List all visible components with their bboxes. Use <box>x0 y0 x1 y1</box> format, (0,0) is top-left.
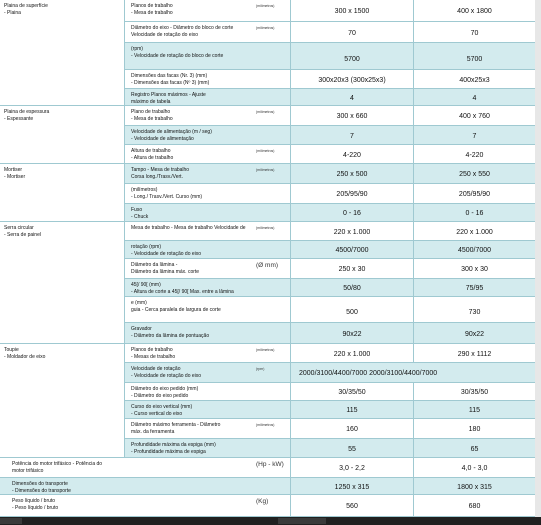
value-model-2: 4 <box>472 95 477 102</box>
description-sub: - Velocidade de rotação do eixo <box>131 251 202 257</box>
table-row <box>124 363 535 383</box>
description-cell <box>124 279 252 296</box>
description-main: Curso do eixo vertical (mm) <box>131 404 193 410</box>
value-model-2: 220 x 1.000 <box>456 229 493 236</box>
description-sub: - Mesas de trabalho <box>131 354 176 360</box>
value-cell-model-1 <box>290 106 413 125</box>
table-row <box>124 22 535 43</box>
unit-label: (milímetros) <box>256 110 275 114</box>
section-subtitle: - Mortiser <box>4 174 26 180</box>
value-cell-model-1 <box>290 323 413 343</box>
value-cell-model-2 <box>413 323 535 343</box>
table-row <box>124 204 535 222</box>
description-main: Planos de trabalho <box>131 347 173 353</box>
description-main: Diâmetro do eixo - Diâmetro do bloco de corte Velocidade de rotação do eixo <box>131 25 234 38</box>
value-cell-model-2 <box>413 259 535 278</box>
table-row <box>124 241 535 259</box>
value-model-1: 90x22 <box>342 331 362 338</box>
section-cell <box>0 164 124 222</box>
description-main: Peso líquido / bruto <box>12 498 56 504</box>
row-description <box>12 481 250 495</box>
value-model-2: 65 <box>470 446 479 453</box>
description-main: Planos de trabalho <box>131 3 173 9</box>
description-cell <box>124 259 252 278</box>
table-row <box>0 495 535 517</box>
table-row <box>124 222 535 241</box>
row-description <box>131 404 250 418</box>
unit-cell <box>252 106 290 125</box>
value-model-1: 250 x 30 <box>338 266 366 273</box>
table-row <box>124 344 535 363</box>
value-model-2: 7 <box>472 133 477 140</box>
description-main: Velocidade de alimentação (m / seg) <box>131 129 212 135</box>
value-model-1: 300x20x3 (300x25x3) <box>318 77 386 84</box>
description-sub: - Diâmetro da lâmina de pontuação <box>131 333 210 339</box>
section-title: Plaina de espessura <box>4 109 50 115</box>
value-model-2: 0 - 16 <box>465 210 484 217</box>
value-cell-model-1 <box>290 0 413 21</box>
value-cell-model-2 <box>413 43 535 69</box>
value-model-1: 250 x 500 <box>336 171 368 178</box>
value-model-1: 5700 <box>344 56 360 63</box>
description-sub: - Long./ Trasv./Vert. Curso (mm) <box>131 194 203 200</box>
value-cell-model-1 <box>290 89 413 105</box>
value-model-1: 300 x 1500 <box>334 8 370 15</box>
value-model-2: 70 <box>470 30 479 37</box>
row-description <box>131 282 250 296</box>
section-title: Mortiser <box>4 167 23 173</box>
unit-cell <box>252 363 290 382</box>
description-main: Mesa de trabalho - Mesa de trabalho Velocidade de <box>131 225 246 231</box>
description-cell <box>0 495 252 516</box>
value-model-2: 90x22 <box>464 331 485 338</box>
description-sub: - Altura de trabalho <box>131 155 174 161</box>
unit-cell <box>252 419 290 438</box>
value-model-2: 250 x 550 <box>459 171 490 178</box>
row-description <box>131 244 250 258</box>
section-subtitle: - Plaina <box>4 10 21 16</box>
row-description <box>131 109 250 123</box>
description-cell <box>124 363 252 382</box>
value-cell-model-1 <box>290 164 413 183</box>
row-description <box>131 386 250 400</box>
table-row <box>124 145 535 164</box>
value-cell-model-1 <box>290 126 413 144</box>
value-cell-model-1 <box>290 204 413 221</box>
section-label <box>4 225 41 239</box>
value-cell-model-1 <box>290 43 413 69</box>
value-model-1: 4 <box>350 95 354 102</box>
bar-segment[interactable] <box>0 518 22 524</box>
value-cell-model-2 <box>413 89 535 105</box>
description-main: (rpm) <box>131 46 143 52</box>
description-main: Diâmetro do eixo pedido (mm) <box>131 386 199 392</box>
value-cell <box>290 363 535 382</box>
value-cell-model-1 <box>290 145 413 163</box>
description-main: Diâmetro máximo ferramenta - Diâmetro <box>131 422 221 428</box>
value-model-1: 560 <box>346 503 358 510</box>
value-model-2: 115 <box>468 407 481 414</box>
description-cell <box>124 184 252 203</box>
description-main: Velocidade de rotação <box>131 366 181 372</box>
description-sub: guia - Cerca paralela de largura de corte <box>131 307 221 313</box>
value-cell-model-1 <box>290 478 413 494</box>
value-cell-model-2 <box>413 458 535 477</box>
description-main: Registro Planos máximos - Ajuste <box>131 92 206 98</box>
value-cell-model-2 <box>413 0 535 21</box>
description-sub: - Velocidade de rotação do bloco de corte <box>131 53 224 59</box>
value-cell-model-2 <box>413 279 535 296</box>
value-model-1: 7 <box>350 133 354 140</box>
description-sub: máx. da ferramenta <box>131 429 175 435</box>
row-description <box>131 3 250 17</box>
value-cell-model-1 <box>290 241 413 258</box>
row-description <box>12 461 250 475</box>
value-cell-model-2 <box>413 241 535 258</box>
section-subtitle: - Espessante <box>4 116 34 122</box>
section-label <box>4 167 25 181</box>
table-row <box>124 383 535 401</box>
table-row <box>124 43 535 70</box>
value-cell-model-2 <box>413 419 535 438</box>
description-cell <box>0 478 252 494</box>
value-cell-model-2 <box>413 126 535 144</box>
description-main: rotação (rpm) <box>131 244 162 250</box>
description-sub: Corsa long./Trasv./Vert. <box>131 174 183 180</box>
unit-cell <box>252 458 290 477</box>
value-model-1: 160 <box>346 426 358 433</box>
section-cell <box>0 344 124 458</box>
description-sub: - Chuck <box>131 214 149 220</box>
description-cell <box>124 401 252 418</box>
description-main: Diâmetro da lâmina - <box>131 262 178 268</box>
unit-cell <box>252 222 290 240</box>
section-subtitle: - Moldador de eixo <box>4 354 46 360</box>
section-label <box>4 109 49 123</box>
row-description <box>131 92 250 106</box>
unit-cell <box>252 0 290 21</box>
description-cell <box>124 222 252 240</box>
value-model-2: 730 <box>468 309 481 316</box>
row-description <box>131 25 250 39</box>
description-main: Altura de trabalho <box>131 148 171 154</box>
unit-label: (Hp - kW) <box>256 461 284 468</box>
description-main: Gravador <box>131 326 152 332</box>
row-description <box>131 347 250 361</box>
value-cell-model-2 <box>413 495 535 516</box>
bottom-bar <box>0 517 541 525</box>
description-main: Dimensões do transporte <box>12 481 68 487</box>
description-cell <box>124 344 252 362</box>
value-model-2: 290 x 1112 <box>457 351 492 358</box>
unit-label: (milímetros) <box>256 26 275 30</box>
value-cell-model-1 <box>290 495 413 516</box>
value-cell-model-2 <box>413 22 535 42</box>
description-cell <box>124 43 252 69</box>
value-cell-model-1 <box>290 222 413 240</box>
value-text: 2000/3100/4400/7000 2000/3100/4400/7000 <box>299 370 438 377</box>
value-model-2: 205/95/90 <box>458 191 491 198</box>
value-cell-model-2 <box>413 145 535 163</box>
description-cell <box>124 297 252 322</box>
value-model-1: 4-220 <box>343 152 361 159</box>
section-cell <box>0 222 124 344</box>
unit-cell <box>252 495 290 516</box>
section-label <box>4 347 45 361</box>
value-cell-model-2 <box>413 383 535 400</box>
value-cell-model-1 <box>290 259 413 278</box>
table-row <box>124 297 535 323</box>
description-cell <box>124 145 252 163</box>
value-model-1: 30/35/50 <box>338 389 366 396</box>
scrollbar-track[interactable] <box>535 0 541 517</box>
description-cell <box>124 70 252 88</box>
row-description <box>131 207 250 221</box>
value-cell-model-2 <box>413 297 535 322</box>
table-row <box>124 70 535 89</box>
description-cell <box>124 106 252 125</box>
table-row <box>0 478 535 495</box>
section-subtitle: - Serra de painel <box>4 232 41 238</box>
value-model-1: 50/80 <box>343 285 361 292</box>
unit-label: (milímetros) <box>256 423 275 427</box>
description-main: Profundidade máxima da espiga (mm) <box>131 442 216 448</box>
value-cell-model-2 <box>413 184 535 203</box>
value-model-2: 5700 <box>466 56 483 63</box>
description-main: Plano de trabalho <box>131 109 171 115</box>
description-cell <box>124 89 252 105</box>
table-row <box>124 126 535 145</box>
unit-label: (rpm) <box>256 367 265 371</box>
table-row <box>124 0 535 22</box>
value-model-2: 400x25x3 <box>459 77 490 84</box>
unit-cell <box>252 145 290 163</box>
unit-label: (Ø mm) <box>256 262 279 269</box>
value-model-1: 55 <box>348 446 356 453</box>
row-description <box>131 262 250 276</box>
value-cell-model-1 <box>290 184 413 203</box>
value-model-2: 4-220 <box>465 152 484 159</box>
value-cell-model-2 <box>413 478 535 494</box>
value-cell-model-2 <box>413 222 535 240</box>
row-description <box>131 73 250 87</box>
description-main: (milímetros) <box>131 187 158 193</box>
row-description <box>131 300 250 314</box>
row-description <box>131 129 250 143</box>
description-sub: máximo de tabela <box>131 99 171 105</box>
unit-cell <box>252 22 290 42</box>
unit-label: (milímetros) <box>256 168 275 172</box>
row-description <box>131 167 250 181</box>
description-sub: - Dimensões do transporte <box>12 488 71 494</box>
value-cell-model-2 <box>413 344 535 362</box>
row-description <box>131 187 250 201</box>
value-model-2: 1800 x 315 <box>457 484 492 491</box>
description-sub: - Velocidade de alimentação <box>131 136 194 142</box>
value-model-1: 500 <box>346 309 358 316</box>
description-sub: - Altura de corte a 45[/ 90[ Max. entre a lâmina <box>131 289 234 295</box>
description-main: e (mm) <box>131 300 147 306</box>
value-model-1: 220 x 1.000 <box>333 229 371 236</box>
description-cell <box>124 323 252 343</box>
value-model-1: 1250 x 315 <box>334 484 370 491</box>
row-description <box>131 422 250 436</box>
description-main: Fuso <box>131 207 143 213</box>
value-model-2: 30/35/50 <box>460 389 489 396</box>
value-cell-model-2 <box>413 401 535 418</box>
value-cell-model-2 <box>413 164 535 183</box>
value-model-2: 4,0 - 3,0 <box>461 465 488 472</box>
value-model-1: 70 <box>348 30 356 37</box>
value-model-1: 300 x 660 <box>336 113 368 120</box>
value-cell-model-2 <box>413 204 535 221</box>
description-sub: - Dimensões das facas (Nº 3) (mm) <box>131 80 210 86</box>
table-row <box>124 401 535 419</box>
value-cell-model-1 <box>290 383 413 400</box>
value-cell-model-1 <box>290 401 413 418</box>
row-description <box>131 46 250 60</box>
table-row <box>124 439 535 458</box>
description-sub: - Diâmetro do eixo pedido <box>131 393 189 399</box>
section-title: Plaina de superfície <box>4 3 48 9</box>
table-row <box>124 259 535 279</box>
value-model-2: 180 <box>468 426 481 433</box>
unit-cell <box>252 259 290 278</box>
row-description <box>131 225 250 232</box>
description-main: Tampo - Mesa de trabalho <box>131 167 190 173</box>
unit-cell <box>252 344 290 362</box>
value-model-2: 400 x 760 <box>459 113 490 120</box>
description-cell <box>124 22 252 42</box>
description-main: Potência do motor trifásico - Potência do <box>12 461 103 467</box>
description-sub: - Mesa de trabalho <box>131 116 173 122</box>
value-model-1: 220 x 1.000 <box>333 351 371 358</box>
description-sub: - Profundidade máxima de espiga <box>131 449 206 455</box>
value-model-2: 680 <box>468 503 481 510</box>
description-cell <box>124 383 252 400</box>
unit-label: (milímetros) <box>256 149 275 153</box>
value-cell-model-1 <box>290 439 413 457</box>
table-row <box>0 458 535 478</box>
value-model-1: 115 <box>346 407 358 414</box>
value-model-1: 4500/7000 <box>335 247 369 254</box>
section-title: Toupie <box>4 347 19 353</box>
description-sub: Diâmetro da lâmina máx. corte <box>131 269 200 275</box>
value-model-1: 3,0 - 2,2 <box>339 465 365 472</box>
description-cell <box>124 241 252 258</box>
description-cell <box>124 439 252 457</box>
description-sub: motor trifásico <box>12 468 44 474</box>
unit-label: (Kg) <box>256 498 269 505</box>
value-cell-model-1 <box>290 344 413 362</box>
value-model-2: 4500/7000 <box>457 247 492 254</box>
description-main: Dimensões das facas (Nr. 3) (mm) <box>131 73 208 79</box>
unit-cell <box>252 164 290 183</box>
section-label <box>4 3 48 17</box>
section-cell <box>0 106 124 164</box>
row-description <box>12 498 250 512</box>
unit-label: (milímetros) <box>256 348 275 352</box>
table-row <box>124 106 535 126</box>
table-row <box>124 164 535 184</box>
table-row <box>124 184 535 204</box>
row-description <box>131 326 250 340</box>
description-sub: - Curso vertical do eixo <box>131 411 183 417</box>
value-model-1: 205/95/90 <box>336 191 368 198</box>
section-cell <box>0 0 124 106</box>
value-cell-model-1 <box>290 419 413 438</box>
value-cell-model-2 <box>413 439 535 457</box>
table-row <box>124 279 535 297</box>
description-main: 45[/ 90[ (mm) <box>131 282 161 288</box>
table-row <box>124 89 535 106</box>
value-cell-model-1 <box>290 279 413 296</box>
description-cell <box>124 164 252 183</box>
table-row <box>124 419 535 439</box>
description-cell <box>124 204 252 221</box>
description-sub: - Peso líquido / bruto <box>12 505 59 511</box>
value-model-2: 75/95 <box>465 285 484 292</box>
unit-label: (milímetros) <box>256 226 275 230</box>
value-model-2: 300 x 30 <box>461 266 488 273</box>
row-description <box>131 442 250 456</box>
table-row <box>124 323 535 344</box>
value-cell-model-1 <box>290 458 413 477</box>
value-cell-model-2 <box>413 70 535 88</box>
value-cell-model-1 <box>290 297 413 322</box>
unit-label: (milímetros) <box>256 4 275 8</box>
description-cell <box>0 458 252 477</box>
description-cell <box>124 126 252 144</box>
section-title: Serra circular <box>4 225 34 231</box>
value-cell-model-1 <box>290 70 413 88</box>
value-model-2: 400 x 1800 <box>457 8 492 15</box>
description-sub: - Velocidade de rotação do eixo <box>131 373 202 379</box>
description-sub: - Mesa de trabalho <box>131 10 173 16</box>
description-cell <box>124 419 252 438</box>
value-cell-model-2 <box>413 106 535 125</box>
bar-segment[interactable] <box>278 518 326 524</box>
row-description <box>131 148 250 162</box>
value-cell-model-1 <box>290 22 413 42</box>
description-cell <box>124 0 252 21</box>
value-model-1: 0 - 16 <box>343 210 361 217</box>
row-description <box>131 366 250 380</box>
